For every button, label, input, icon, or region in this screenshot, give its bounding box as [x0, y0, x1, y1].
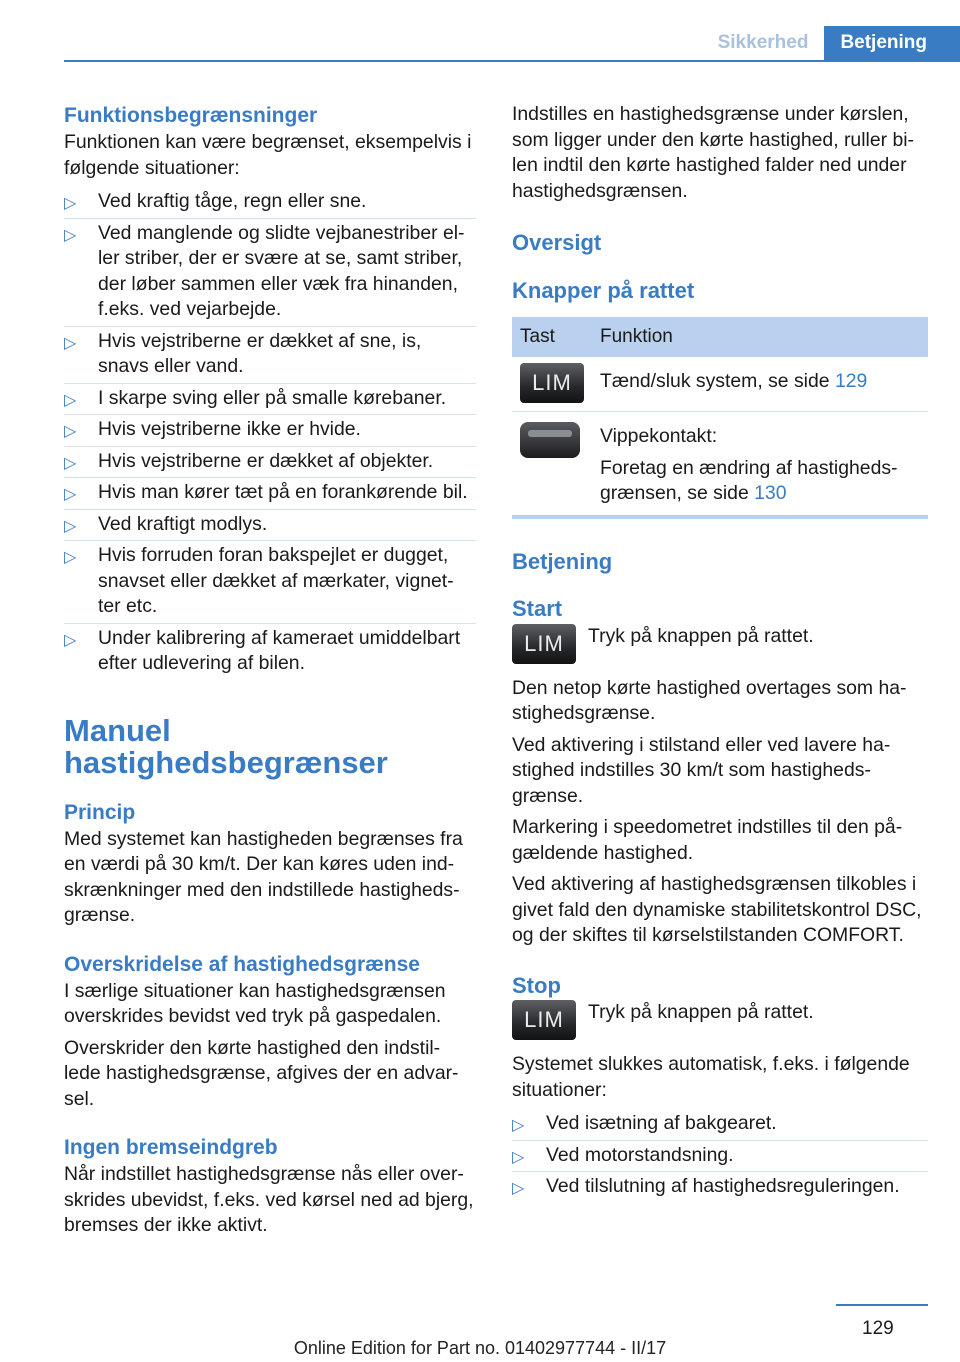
lim-button-icon: LIM	[520, 363, 584, 403]
list-item: ▷ Hvis forruden foran bakspejlet er dugget, snavset eller dækket af mærkater, vignet‐ter etc.	[64, 543, 476, 620]
stop-paragraph: Systemet slukkes automatisk, f.eks. i følgende situationer:	[512, 1053, 910, 1101]
triangle-bullet-icon: ▷	[64, 334, 77, 352]
start-paragraph-2: Ved aktivering i stilstand eller ved lavere ha‐stighed indstilles 30 km/t som hastigheds‐grænse.	[512, 733, 891, 807]
start-paragraph-1: Den netop kørte hastighed overtages som ha‐stighedsgrænse.	[512, 676, 907, 724]
start-paragraph-4: Ved aktivering af hastighedsgrænsen tilkobles i givet fald den dynamiske stabilitetskontrol DSC, og der skiftes til kørselstilstanden COMFORT.	[512, 873, 922, 946]
heading-start: Start	[512, 596, 563, 621]
list-item: ▷ Hvis vejstriberne er dækket af objekter.	[64, 449, 476, 475]
heading-oversigt: Oversigt	[512, 230, 602, 255]
triangle-bullet-icon: ▷	[64, 549, 77, 566]
limitations-list	[64, 189, 476, 677]
edition-footer: Online Edition for Part no. 01402977744 - II/17	[293, 1338, 667, 1358]
right-column	[512, 102, 928, 1206]
triangle-bullet-icon: ▷	[64, 226, 77, 244]
advarsel-paragraph: Overskrider den kørte hastighed den indstil‐lede hastighedsgrænse, afgives der en advar‐sel.	[64, 1036, 459, 1110]
stop-list	[512, 1111, 928, 1200]
rocker-switch-icon	[520, 422, 580, 458]
page-link-129[interactable]: 129	[834, 370, 868, 392]
heading-betjening: Betjening	[512, 548, 613, 574]
heading-knapper: Knapper på rattet	[512, 277, 695, 303]
footer-divider	[836, 1304, 928, 1306]
heading-funktionsbegraensninger: Funktionsbegrænsninger	[64, 104, 318, 127]
list-item: ▷ Ved isætning af bakgearet.	[512, 1111, 928, 1137]
intro-paragraph: Funktionen kan være begrænset, eksempelvis i følgende situationer:	[64, 131, 472, 179]
tab-betjening[interactable]: Betjening	[824, 26, 960, 60]
list-item: ▷ Hvis vejstriberne ikke er hvide.	[64, 417, 476, 443]
heading-overskridelse: Overskridelse af hastighedsgrænse	[64, 952, 420, 976]
triangle-bullet-icon: ▷	[64, 517, 77, 535]
left-column	[64, 102, 476, 1239]
triangle-bullet-icon: ▷	[64, 195, 77, 212]
list-item: ▷ Ved kraftigt modlys.	[64, 512, 476, 538]
table-header-tast: Tast	[512, 317, 592, 357]
triangle-bullet-icon: ▷	[64, 423, 77, 440]
princip-paragraph: Med systemet kan hastigheden begrænses fra en værdi på 30 km/t. Der kan køres uden ind‐skrænkninger med den indstillede hastigheds‐grænse.	[64, 827, 463, 926]
triangle-bullet-icon: ▷	[512, 1180, 525, 1197]
triangle-bullet-icon: ▷	[64, 391, 77, 409]
heading-princip: Princip	[64, 800, 136, 824]
page-link-130[interactable]: 130	[754, 482, 787, 504]
list-item: ▷ Hvis vejstriberne er dækket af sne, is, snavs eller vand.	[64, 329, 476, 380]
list-item: ▷ Ved motorstandsning.	[512, 1143, 928, 1169]
chapter-tabs	[702, 26, 960, 60]
lim-button-icon: LIM	[512, 1000, 576, 1040]
list-item: ▷ Under kalibrering af kameraet umiddelbart efter udlevering af bilen.	[64, 626, 461, 674]
list-item: ▷ Ved kraftig tåge, regn eller sne.	[64, 189, 476, 215]
list-item: ▷ Ved tilslutning af hastighedsreguleringen.	[512, 1174, 928, 1200]
lim-button-icon: LIM	[512, 624, 576, 664]
rulle-paragraph: Indstilles en hastighedsgrænse under kørslen, som ligger under den kørte hastighed, ruller bi‐len indtil den kørte hastighed falder ned under hastighedsgrænsen.	[512, 103, 915, 202]
list-item: ▷ Ved manglende og slidte vejbanestriber el‐ler striber, der er svære at se, samt striber, der løber sammen eller væk fra hinanden, f.eks. ved vejarbejde.	[64, 221, 476, 323]
start-instruction: LIM Tryk på knappen på rattet.	[512, 624, 928, 664]
stop-instruction: LIM Tryk på knappen på rattet.	[512, 1000, 928, 1040]
table-header-funktion: Funktion	[592, 317, 928, 357]
heading-ingen-bremseindgreb: Ingen bremseindgreb	[64, 1136, 278, 1159]
triangle-bullet-icon: ▷	[512, 1117, 525, 1134]
bremseindgreb-paragraph: Når indstillet hastighedsgrænse nås eller over‐skrides ubevidst, f.eks. ved kørsel ned ad bjerg, bremses der ikke aktivt.	[64, 1163, 474, 1236]
heading-manuel-hastighedsbegraenser: Manuel hastighedsbegrænser	[64, 712, 388, 780]
triangle-bullet-icon: ▷	[512, 1148, 525, 1166]
overskridelse-paragraph: I særlige situationer kan hastighedsgrænsen overskrides bevidst ved tryk på gaspedalen.	[64, 979, 446, 1027]
tab-sikkerhed[interactable]: Sikkerhed	[702, 26, 825, 60]
table-row: Vippekontakt: Foretag en ændring af hastigheds‐grænsen, se side 130	[512, 412, 928, 517]
list-item: ▷ I skarpe sving eller på smalle kørebaner.	[64, 386, 476, 412]
start-paragraph-3: Markering i speedometret indstilles til den på‐gældende hastighed.	[512, 816, 903, 864]
triangle-bullet-icon: ▷	[64, 486, 77, 503]
triangle-bullet-icon: ▷	[64, 631, 77, 649]
heading-stop: Stop	[512, 972, 561, 998]
buttons-table	[512, 317, 928, 519]
header-divider	[64, 60, 960, 62]
triangle-bullet-icon: ▷	[64, 454, 77, 472]
table-row: LIM Tænd/sluk system, se side 129	[512, 357, 928, 412]
list-item: ▷ Hvis man kører tæt på en forankørende bil.	[64, 480, 476, 506]
page-number: 129	[862, 1318, 894, 1339]
